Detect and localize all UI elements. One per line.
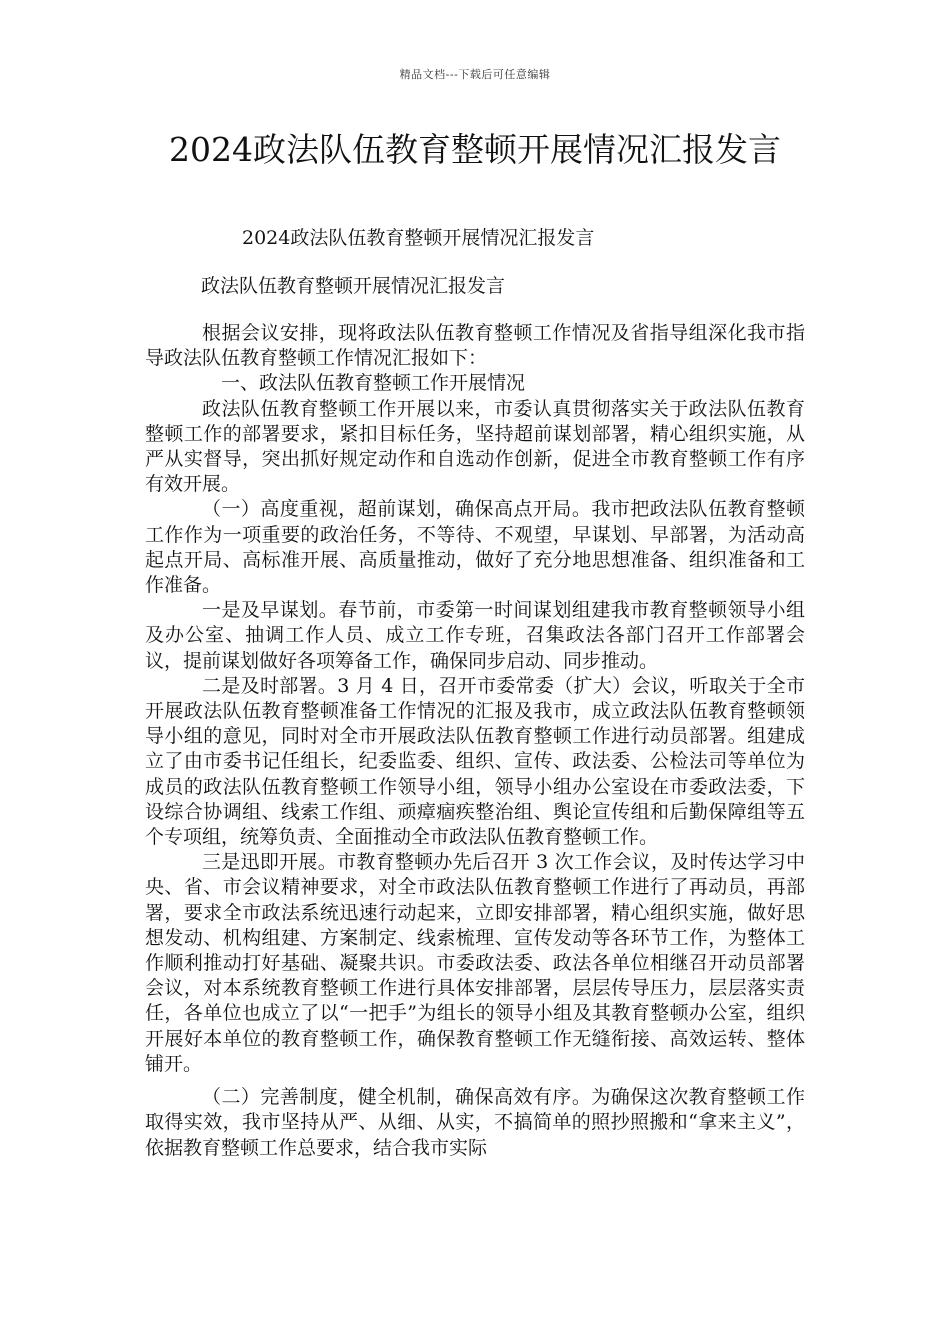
body-paragraph: （一）高度重视，超前谋划，确保高点开局。我市把政法队伍教育整顿工作作为一项重要的政治任务，不等待、不观望，早谋划、早部署，为活动高起点开局、高标准开展、高质量推动，做好了充分地思想准备、组织准备和工作准备。 [145,498,805,597]
body-paragraph: 一是及早谋划。春节前，市委第一时间谋划组建我市教育整顿领导小组及办公室、抽调工作人员、成立工作专班，召集政法各部门召开工作部署会议，提前谋划做好各项筹备工作，确保同步启动、同步推动。 [145,599,805,672]
body-paragraph: （二）完善制度，健全机制，确保高效有序。为确保这次教育整顿工作取得实效，我市坚持从严、从细、从实，不搞简单的照抄照搬和“拿来主义”，依据教育整顿工作总要求，结合我市实际 [145,1086,805,1159]
document-body [145,321,805,1161]
section-heading: 一、政法队伍教育整顿工作开展情况 [221,372,526,395]
body-paragraph: 三是迅即开展。市教育整顿办先后召开 3 次工作会议，及时传达学习中央、省、市会议精神要求，对全市政法队伍教育整顿工作进行了再动员，再部署，要求全市政法系统迅速行动起来，立即安排部署，精心组织实施，做好思想发动、机构组建、方案制定、线索梳理、宣传发动等各环节工作，为整体工作顺利推动打好基础、凝聚共识。市委政法委、政法各单位相继召开动员部署会议，对本系统教育整顿工作进行具体安排部署，层层传导压力，层层落实责任，各单位也成立了以“一把手”为组长的领导小组及其教育整顿办公室，组织开展好本单位的教育整顿工作，确保教育整顿工作无缝衔接、高效运转、整体铺开。 [145,851,805,1075]
body-paragraph: 二是及时部署。3 月 4 日，召开市委常委（扩大）会议，听取关于全市开展政法队伍教育整顿准备工作情况的汇报及我市，成立政法队伍教育整顿领导小组的意见，同时对全市开展政法队伍教育整顿工作进行动员部署。组建成立了由市委书记任组长，纪委监委、组织、宣传、政法委、公检法司等单位为成员的政法队伍教育整顿工作领导小组，领导小组办公室设在市委政法委，下设综合协调组、线索工作组、顽瘴痼疾整治组、舆论宣传组和后勤保障组等五个专项组，统筹负责、全面推动全市政法队伍教育整顿工作。 [145,674,805,849]
header-watermark: 精品文档---下载后可任意编辑 [399,68,551,81]
intro-paragraph: 根据会议安排，现将政法队伍教育整顿工作情况及省指导组深化我市指导政法队伍教育整顿工作情况汇报如下： [145,322,805,370]
document-title: 2024政法队伍教育整顿开展情况汇报发言 [169,130,781,169]
speech-heading: 政法队伍教育整顿开展情况汇报发言 [201,275,506,297]
document-subtitle: 2024政法队伍教育整顿开展情况汇报发言 [242,227,595,249]
body-paragraph: 政法队伍教育整顿工作开展以来，市委认真贯彻落实关于政法队伍教育整顿工作的部署要求，紧扣目标任务，坚持超前谋划部署，精心组织实施，从严从实督导，突出抓好规定动作和自选动作创新，促进全市教育整顿工作有序有效开展。 [145,397,805,496]
